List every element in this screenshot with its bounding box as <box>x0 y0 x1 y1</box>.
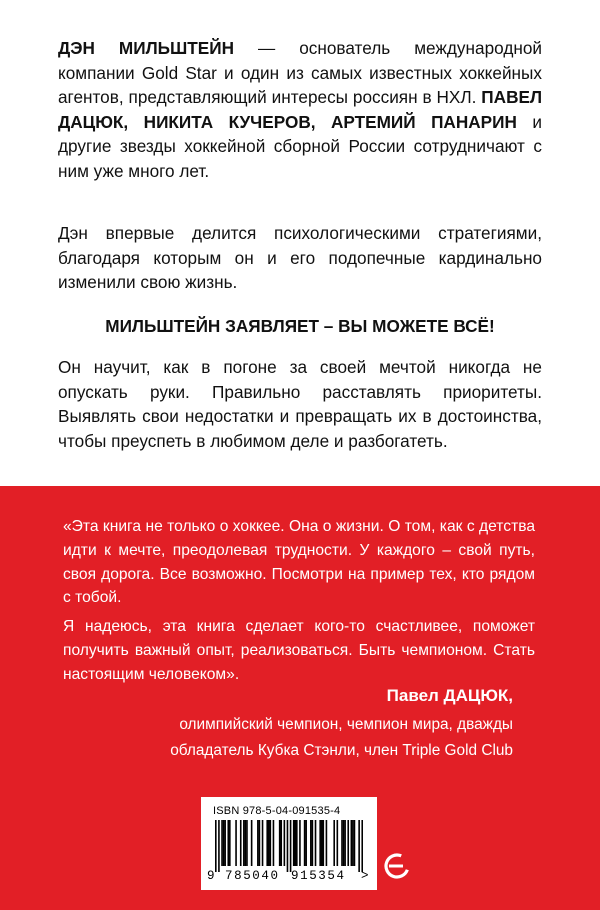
barcode-bar <box>322 820 324 866</box>
quote-author-title-2: обладатель Кубка Стэнли, член Triple Gold Club <box>170 742 513 759</box>
barcode-bar <box>284 820 286 866</box>
barcode-bar <box>333 820 335 866</box>
barcode-bar <box>310 820 312 866</box>
barcode-bar <box>273 820 275 866</box>
barcode-arrow: > <box>361 869 369 883</box>
barcode-bar <box>319 820 321 866</box>
publisher-logo-icon <box>384 853 410 879</box>
barcode-bar <box>262 820 264 866</box>
barcode-bar <box>296 820 298 866</box>
barcode-bar <box>243 820 245 866</box>
barcode-bar <box>235 820 237 866</box>
barcode-bar <box>347 820 349 866</box>
barcode-bar <box>294 820 296 866</box>
intro-text-1: — основатель международной компании Gold Star и один из самых известных хоккейных агентов, представляющий интересы россиян в НХЛ. <box>58 38 542 107</box>
barcode-bar <box>227 820 229 866</box>
players-names: ПАВЕЛ ДАЦЮК, НИКИТА КУЧЕРОВ, АРТЕМИЙ ПАНАРИН <box>58 87 542 132</box>
barcode-bar <box>259 820 261 866</box>
barcode-bar <box>223 820 225 866</box>
barcode-bar <box>343 820 345 866</box>
quote-paragraph-2: Я надеюсь, эта книга сделает кого-то счастливее, поможет получить важный опыт, реализоваться. Быть чемпионом. Стать настоящим человеком». <box>63 618 535 683</box>
barcode-bar <box>221 820 223 866</box>
author-name: ДЭН МИЛЬШТЕЙН <box>58 38 234 58</box>
intro-text-2: и другие звезды хоккейной сборной России сотрудничают с ним уже много лет. <box>58 111 542 181</box>
barcode-bar <box>266 820 268 866</box>
barcode-box <box>201 797 377 890</box>
quote-author: Павел ДАЦЮК, <box>386 686 513 705</box>
barcode-bar <box>246 820 248 866</box>
barcode-bar <box>279 820 281 866</box>
red-quote-section <box>0 486 600 910</box>
barcode-bar <box>344 820 346 866</box>
barcode-bar <box>280 820 282 866</box>
barcode-bar <box>304 820 306 866</box>
strategies-paragraph: Дэн впервые делится психологическими стратегиями, благодаря которым он и его подопечные кардинально изменили свою жизнь. <box>58 223 542 292</box>
barcode-bar <box>352 820 354 866</box>
barcode-bar <box>361 820 363 872</box>
barcode-bar <box>337 820 339 866</box>
barcode-bar <box>305 820 307 866</box>
barcode-bar <box>354 820 356 866</box>
barcode-bar <box>257 820 259 866</box>
barcode-bar <box>290 820 292 872</box>
barcode-bar <box>240 820 242 866</box>
quote-author-title-1: олимпийский чемпион, чемпион мира, дважды <box>179 716 513 733</box>
isbn-number: ISBN 978-5-04-091535-4 <box>213 805 341 817</box>
barcode-bar <box>215 820 217 872</box>
description-paragraph: Он научит, как в погоне за своей мечтой никогда не опускать руки. Правильно расставлять приоритеты. Выявлять свои недостатки и превращать их в достоинства, чтобы преуспеть в любимом деле и разбогатеть. <box>58 357 542 451</box>
quote-paragraph-1: «Эта книга не только о хоккее. Она о жизни. О том, как с детства идти к мечте, преодолевая трудности. У каждого – свой путь, своя дорога. Все возможно. Посмотри на пример тех, кто рядом с тобой. <box>63 518 535 607</box>
barcode-bar <box>293 820 295 866</box>
barcode-bar <box>326 820 328 866</box>
barcode-bar <box>229 820 231 866</box>
barcode-bar <box>218 820 220 872</box>
barcode-bar <box>270 820 272 866</box>
barcode-bar <box>312 820 314 866</box>
barcode-bar <box>321 820 323 866</box>
barcode-icon <box>215 820 363 872</box>
barcode-bar <box>245 820 247 866</box>
barcode-bar <box>341 820 343 866</box>
barcode-bar <box>224 820 226 866</box>
headline: МИЛЬШТЕЙН ЗАЯВЛЯЕТ – ВЫ МОЖЕТЕ ВСЁ! <box>105 316 495 336</box>
barcode-lead-digit: 9 <box>207 869 215 883</box>
intro-paragraph <box>58 36 542 183</box>
barcode-bar <box>251 820 253 866</box>
barcode-bar <box>268 820 270 866</box>
barcode-left-group: 785040 <box>225 869 280 883</box>
barcode-bar <box>315 820 317 866</box>
barcode-bar <box>287 820 289 872</box>
barcode-bar <box>358 820 360 872</box>
barcode-right-group: 915354 <box>291 869 346 883</box>
barcode-bar <box>351 820 353 866</box>
barcode-bar <box>299 820 301 866</box>
